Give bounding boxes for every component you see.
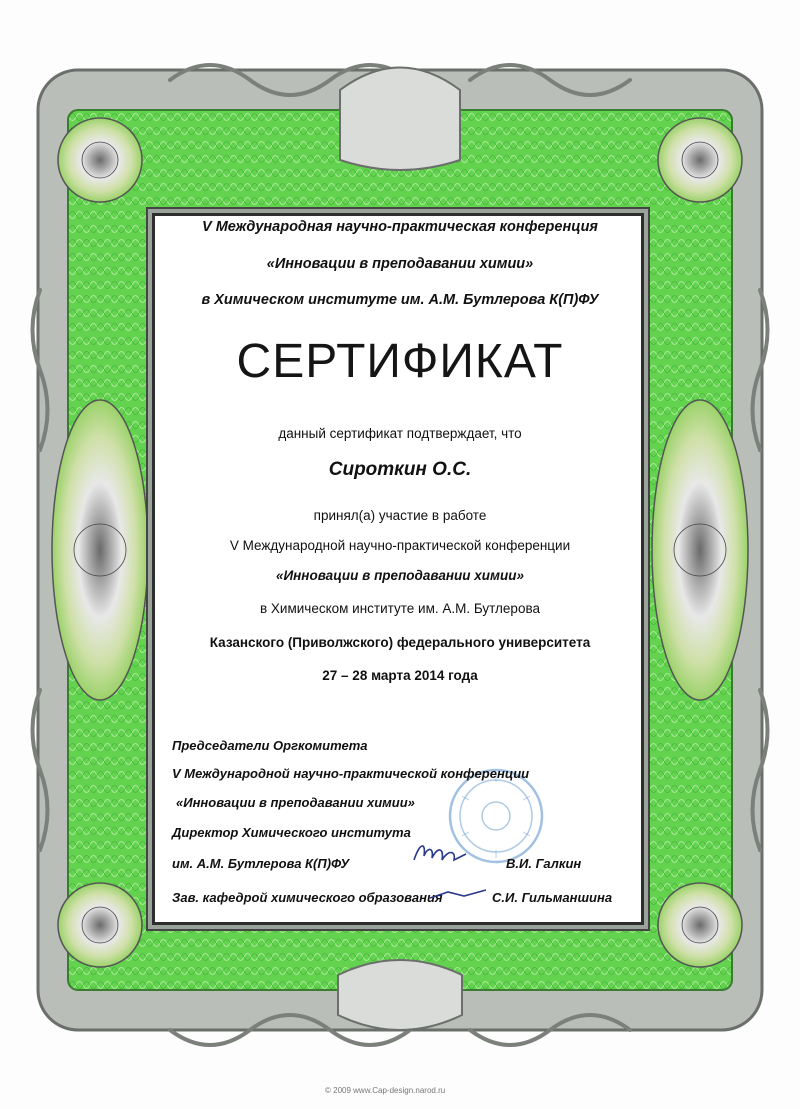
- department-head-name: С.И. Гильманшина: [492, 890, 613, 905]
- certificate-title: СЕРТИФИКАТ: [236, 335, 564, 388]
- conference-text: V Международной научно-практической конференции: [229, 538, 571, 553]
- committee-conference-name: «Инновации в преподавании химии»: [176, 795, 415, 810]
- director-institute: им. А.М. Бутлерова К(П)ФУ: [172, 856, 350, 871]
- conference-dates: 27 – 28 марта 2014 года: [322, 668, 478, 683]
- director-name: В.И. Галкин: [506, 856, 582, 871]
- director-title: Директор Химического института: [172, 825, 411, 840]
- recipient-name: Сироткин О.С.: [328, 459, 472, 480]
- university-text: Казанского (Приволжского) федерального университета: [209, 635, 591, 650]
- director-signature: [410, 838, 470, 868]
- design-credit: © 2009 www.Cap-design.narod.ru: [325, 1086, 446, 1095]
- committee-conference-label: V Международной научно-практической конференции: [172, 766, 530, 781]
- conference-name: «Инновации в преподавании химии»: [275, 568, 525, 583]
- conference-header: V Международная научно-практическая конференция: [202, 219, 598, 235]
- conference-title: «Инновации в преподавании химии»: [266, 256, 534, 272]
- department-head-signature: [428, 884, 488, 906]
- confirmation-text: данный сертификат подтверждает, что: [278, 426, 522, 441]
- committee-chairs-label: Председатели Оргкомитета: [172, 738, 368, 753]
- institute-text: в Химическом институте им. А.М. Бутлерова: [260, 601, 540, 616]
- conference-venue: в Химическом институте им. А.М. Бутлерова К(П)ФУ: [201, 292, 599, 308]
- department-head-title: Зав. кафедрой химического образования: [172, 890, 443, 905]
- participation-text: принял(а) участие в работе: [313, 508, 487, 523]
